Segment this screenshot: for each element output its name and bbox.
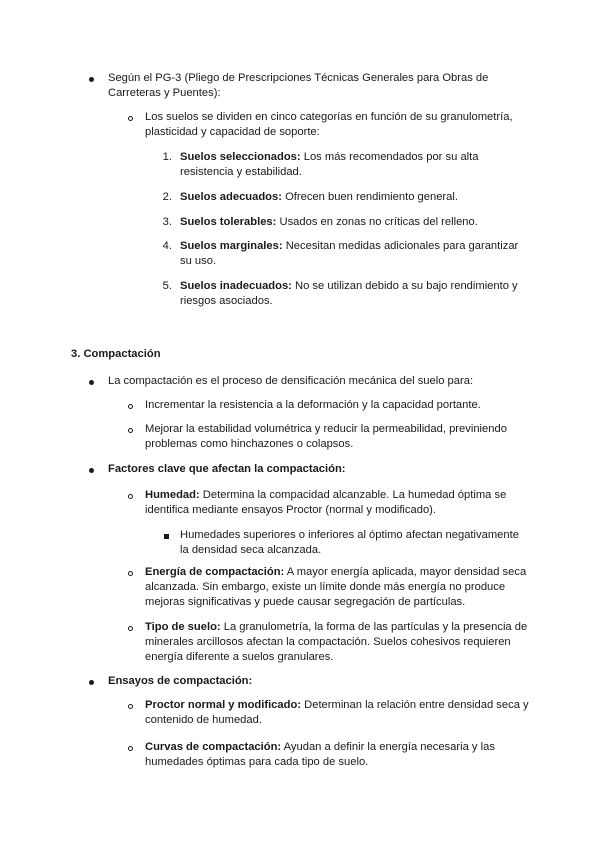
bullet-circle	[128, 626, 133, 631]
compaction-definition: La compactación es el proceso de densificación mecánica del suelo para:	[108, 375, 474, 387]
factor-term: Energía de compactación:	[145, 566, 285, 578]
category-desc: No se utilizan debido a su bajo rendimiento y riesgos asociados.	[180, 280, 518, 307]
test-term: Curvas de compactación:	[145, 741, 282, 753]
soil-classification-intro: Los suelos se dividen en cinco categorías en función de su granulometría, plasticidad y capacidad de soporte:	[145, 111, 513, 138]
humidity-note: Humedades superiores o inferiores al óptimo afectan negativamente la densidad seca alcanzada.	[180, 529, 519, 556]
test-proctor	[145, 698, 530, 728]
bullet-disc	[89, 77, 94, 82]
factor-energy	[145, 565, 530, 610]
factor-desc: A mayor energía aplicada, mayor densidad seca alcanzada. Sin embargo, existe un límite donde más energía no produce mejoras significativas y puede causar segregación de partículas.	[145, 566, 527, 608]
purpose-item: Incrementar la resistencia a la deformación y la capacidad portante.	[145, 399, 481, 411]
list-number: 5.	[162, 280, 172, 292]
bullet-circle	[128, 494, 133, 499]
bullet-disc	[89, 468, 94, 473]
category-term: Suelos seleccionados:	[180, 151, 301, 163]
test-desc: Determinan la relación entre densidad seca y contenido de humedad.	[145, 699, 529, 726]
category-term: Suelos inadecuados:	[180, 280, 292, 292]
list-number: 2.	[162, 191, 172, 203]
category-item-adequate	[180, 190, 520, 205]
list-number: 4.	[162, 240, 172, 252]
test-term: Proctor normal y modificado:	[145, 699, 302, 711]
category-term: Suelos adecuados:	[180, 191, 282, 203]
category-desc: Ofrecen buen rendimiento general.	[281, 191, 458, 203]
bullet-circle	[128, 404, 133, 409]
category-term: Suelos tolerables:	[180, 216, 277, 228]
category-item-marginal	[180, 239, 520, 269]
intro-paragraph: Según el PG-3 (Pliego de Prescripciones Técnicas Generales para Obras de Carreteras y Puentes):	[108, 72, 489, 99]
category-item-tolerable	[180, 215, 520, 230]
category-term: Suelos marginales:	[180, 240, 283, 252]
factor-desc: Determina la compacidad alcanzable. La humedad óptima se identifica mediante ensayos Proctor (normal y modificado).	[145, 489, 507, 516]
bullet-circle	[128, 428, 133, 433]
factor-humidity	[145, 488, 515, 518]
factors-title: Factores clave que afectan la compactación:	[108, 463, 346, 475]
factor-term: Humedad:	[145, 489, 200, 501]
bullet-circle	[128, 116, 133, 121]
tests-title: Ensayos de compactación:	[108, 675, 253, 687]
category-desc: Los más recomendados por su alta resistencia y estabilidad.	[180, 151, 479, 178]
category-item-inadequate	[180, 279, 520, 309]
bullet-square	[164, 534, 169, 539]
category-item-selected	[180, 150, 520, 180]
category-desc: Necesitan medidas adicionales para garantizar su uso.	[180, 240, 519, 267]
factor-desc: La granulometría, la forma de las partículas y la presencia de minerales arcillosos afectan la compactación. Suelos cohesivos requieren energía diferente a suelos granulares.	[145, 621, 528, 663]
bullet-circle	[128, 746, 133, 751]
bullet-disc	[89, 680, 94, 685]
bullet-disc	[89, 380, 94, 385]
factor-soil-type	[145, 620, 530, 665]
section-heading: 3. Compactación	[71, 348, 161, 360]
list-number: 3.	[162, 216, 172, 228]
category-desc: Usados en zonas no críticas del relleno.	[276, 216, 478, 228]
bullet-circle	[128, 704, 133, 709]
list-number: 1.	[162, 151, 172, 163]
test-curves	[145, 740, 520, 770]
factor-term: Tipo de suelo:	[145, 621, 221, 633]
purpose-item: Mejorar la estabilidad volumétrica y reducir la permeabilidad, previniendo problemas como hinchazones o colapsos.	[145, 423, 507, 450]
bullet-circle	[128, 571, 133, 576]
test-desc: Ayudan a definir la energía necesaria y las humedades óptimas para cada tipo de suelo.	[145, 741, 495, 768]
